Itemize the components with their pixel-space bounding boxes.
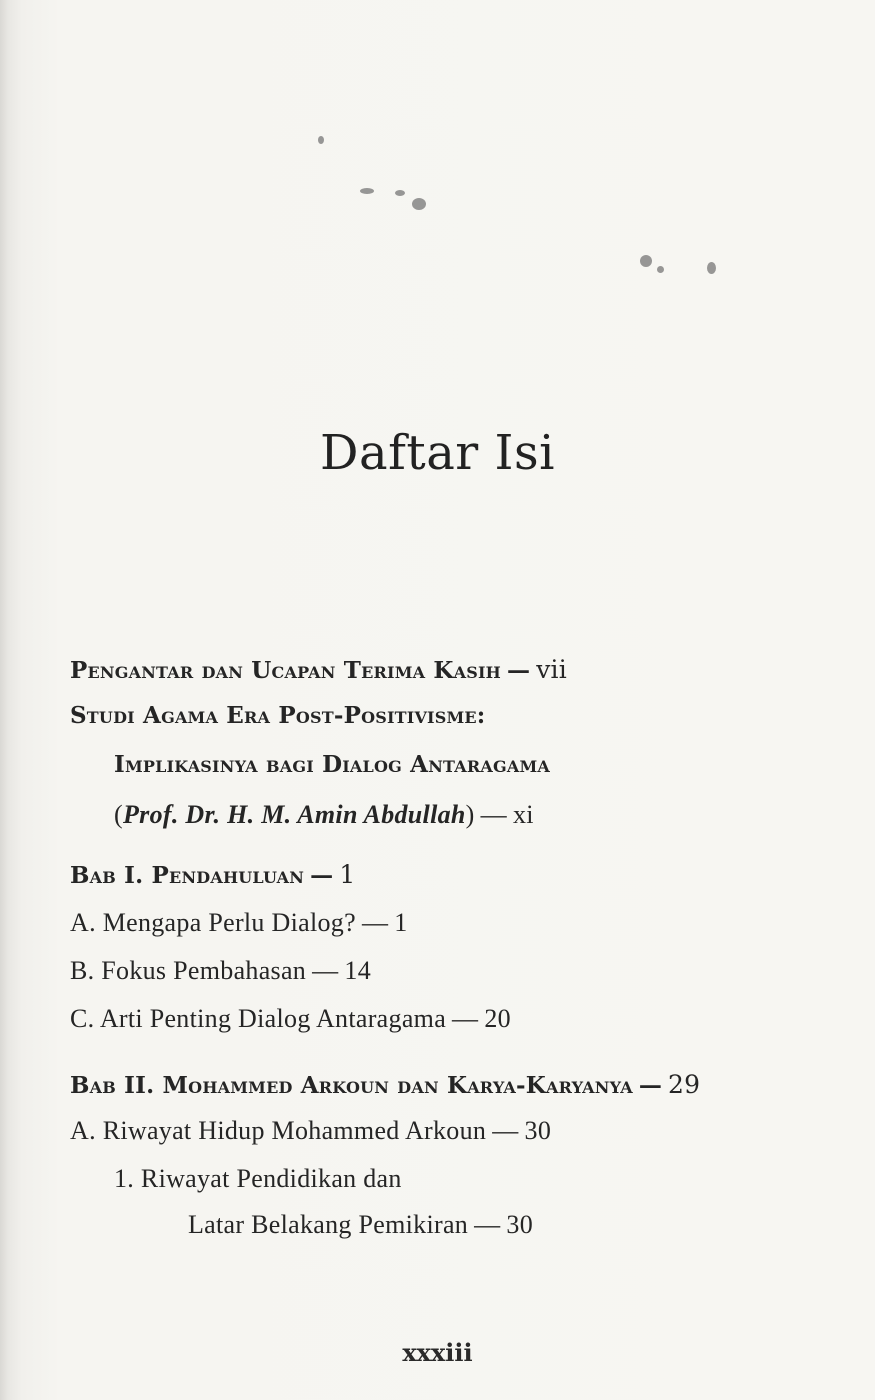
toc-letter: 1. bbox=[114, 1164, 135, 1193]
ink-speck bbox=[395, 190, 405, 196]
page-title: Daftar Isi bbox=[320, 425, 555, 481]
toc-entry-label: Riwayat Pendidikan dan bbox=[140, 1164, 402, 1193]
toc-entry-studi-agama-author bbox=[114, 800, 534, 830]
toc-entry-bab-2-a-1-cont bbox=[188, 1210, 533, 1240]
ink-speck bbox=[707, 262, 716, 274]
ink-speck bbox=[412, 198, 426, 210]
toc-entry-label: Implikasinya bagi Dialog Antaragama bbox=[114, 751, 551, 778]
toc-entry-label: Bab II. Mohammed Arkoun dan Karya-Karyanya bbox=[70, 1072, 633, 1099]
toc-page-number: 20 bbox=[484, 1004, 511, 1033]
toc-dash: — bbox=[507, 657, 531, 684]
toc-entry-bab-1-c[interactable] bbox=[70, 1004, 511, 1034]
toc-entry-bab-2-a-1[interactable] bbox=[114, 1164, 402, 1194]
toc-entry-label: Mengapa Perlu Dialog? bbox=[102, 908, 356, 937]
toc-entry-bab-1[interactable] bbox=[70, 860, 355, 889]
toc-letter: B. bbox=[70, 956, 95, 985]
toc-letter: A. bbox=[70, 1116, 96, 1145]
toc-entry-label: Studi Agama Era Post-Positivisme: bbox=[70, 702, 486, 729]
toc-page-number: vii bbox=[536, 655, 567, 684]
toc-page-number: 14 bbox=[344, 956, 372, 985]
toc-entry-label: Bab I. Pendahuluan bbox=[70, 862, 305, 889]
toc-entry-bab-2[interactable] bbox=[70, 1070, 700, 1099]
toc-dash: — bbox=[310, 862, 334, 889]
toc-dash: — bbox=[361, 908, 389, 937]
toc-entry-label: Pengantar dan Ucapan Terima Kasih bbox=[70, 657, 501, 684]
toc-letter: A. bbox=[70, 908, 96, 937]
toc-page-number: 1 bbox=[339, 860, 356, 889]
ink-speck bbox=[640, 255, 652, 267]
toc-entry-label: Riwayat Hidup Mohammed Arkoun bbox=[102, 1116, 487, 1145]
toc-entry-studi-agama-subtitle bbox=[114, 751, 550, 778]
toc-author: Prof. Dr. H. M. Amin Abdullah bbox=[122, 800, 466, 829]
toc-entry-pengantar[interactable] bbox=[70, 655, 567, 684]
ink-speck bbox=[657, 266, 664, 273]
toc-entry-studi-agama[interactable] bbox=[70, 702, 486, 729]
toc-dash: — bbox=[474, 1210, 501, 1239]
toc-entry-label: Arti Penting Dialog Antaragama bbox=[99, 1004, 447, 1033]
toc-page-number: 1 bbox=[394, 908, 408, 937]
paren-open: ( bbox=[114, 800, 123, 829]
toc-page-number: 29 bbox=[668, 1070, 701, 1099]
toc-dash: — bbox=[480, 800, 507, 829]
toc-entry-label: Fokus Pembahasan bbox=[101, 956, 307, 985]
paren-close: ) bbox=[465, 800, 475, 829]
toc-entry-bab-1-b[interactable] bbox=[70, 956, 371, 986]
toc-dash: — bbox=[452, 1004, 479, 1033]
ink-speck bbox=[360, 188, 374, 194]
toc-page-number: xi bbox=[512, 800, 534, 829]
toc-page-number: 30 bbox=[524, 1116, 552, 1145]
toc-dash: — bbox=[312, 956, 339, 985]
page-number: xxxiii bbox=[402, 1338, 473, 1367]
ink-speck bbox=[318, 136, 324, 144]
toc-entry-label: Latar Belakang Pemikiran bbox=[188, 1210, 469, 1239]
toc-letter: C. bbox=[70, 1004, 95, 1033]
toc-dash: — bbox=[638, 1072, 663, 1099]
toc-dash: — bbox=[492, 1116, 519, 1145]
toc-page-number: 30 bbox=[506, 1210, 534, 1239]
toc-entry-bab-1-a[interactable] bbox=[70, 908, 408, 938]
toc-entry-bab-2-a[interactable] bbox=[70, 1116, 551, 1146]
